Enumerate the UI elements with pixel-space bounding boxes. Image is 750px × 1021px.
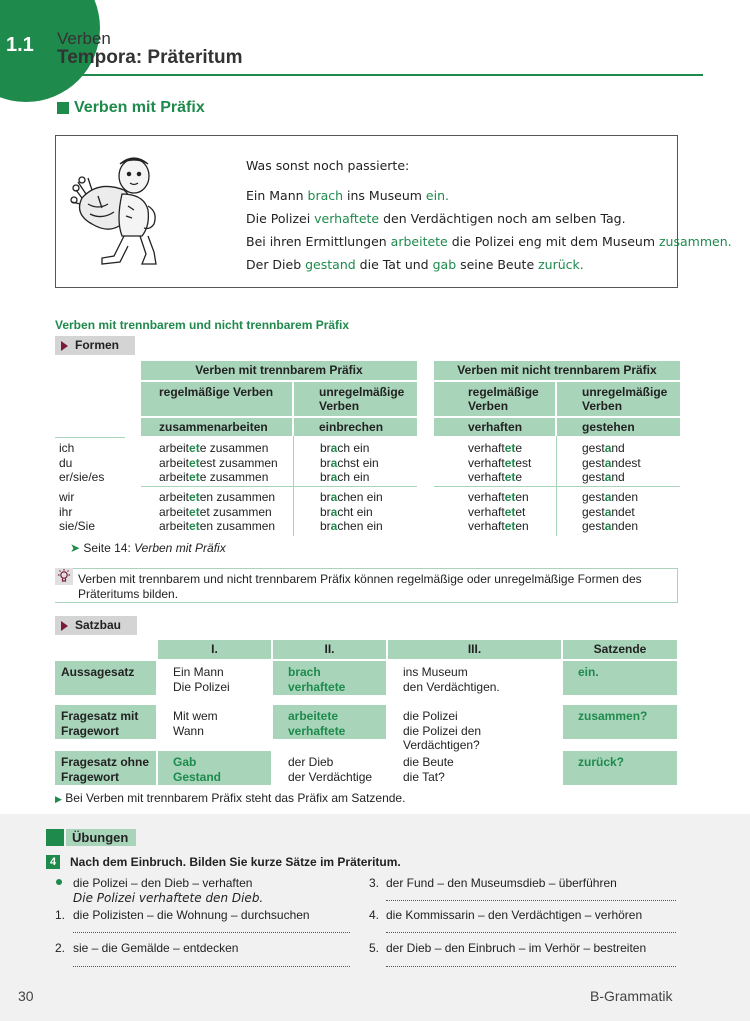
- form-part: verhaft: [468, 490, 505, 504]
- example-box: [55, 135, 732, 288]
- form-ending-highlight: et: [189, 441, 200, 455]
- form-einbrechen-ich: [320, 441, 369, 456]
- form-part: verhaft: [468, 441, 505, 455]
- form-ending-highlight: a: [330, 455, 338, 470]
- form-zusammenarbeiten-du: [159, 456, 278, 471]
- form-part: arbeit: [159, 441, 190, 455]
- form-einbrechen-sie-Sie: [320, 519, 383, 534]
- exercise-example-prompt: die Polizei – den Dieb – verhaften: [73, 876, 253, 890]
- pronoun-rule: [55, 437, 125, 438]
- form-part: en zusammen: [199, 490, 276, 504]
- form-part: en zusammen: [199, 519, 276, 533]
- exercise-example-answer: Die Polizei verhaftete den Dieb.: [73, 891, 264, 905]
- example-line-4: [246, 257, 584, 272]
- fragesatz-ohne-fragewort-satzende: zurück?: [563, 751, 677, 785]
- form-verhaften-du: [468, 456, 531, 471]
- form-gestehen-ihr: [582, 505, 635, 520]
- form-ending-highlight: et: [189, 455, 200, 470]
- section-title: Verben mit Präfix: [74, 99, 205, 116]
- highlighted-verb-part: verhaftete: [314, 211, 380, 226]
- form-part: est zusammen: [199, 455, 278, 470]
- arrow-right-icon: ➤: [70, 541, 81, 555]
- form-ending-highlight: a: [330, 441, 338, 455]
- exercise-2-text: sie – die Gemälde – entdecken: [73, 941, 239, 955]
- form-part: verhaft: [468, 455, 505, 470]
- fragesatz-mit-fragewort-position-3: die Polizei die Polizei den Verdächtigen?: [403, 709, 482, 752]
- form-part: arbeit: [159, 519, 190, 533]
- form-part: arbeit: [159, 490, 190, 504]
- exercise-1-answer-line[interactable]: [73, 932, 350, 933]
- form-part: verhaft: [468, 519, 505, 533]
- form-part: e: [515, 470, 523, 484]
- example-text: ins Museum: [343, 188, 426, 203]
- form-ending-highlight: et: [504, 441, 516, 455]
- form-ending-highlight: et: [189, 470, 200, 484]
- form-verhaften-ihr: [468, 505, 525, 520]
- form-part: arbeit: [159, 455, 190, 470]
- form-gestehen-wir: [582, 490, 638, 505]
- task-instruction: Nach dem Einbruch. Bilden Sie kurze Sätze im Präteritum.: [70, 855, 401, 869]
- form-part: verhaft: [468, 504, 505, 519]
- aussagesatz-position-1: Ein Mann Die Polizei: [173, 665, 230, 694]
- page-section: B-Grammatik: [590, 988, 673, 1004]
- form-ending-highlight: et: [504, 470, 516, 484]
- verb-verhaften: verhaften: [434, 418, 555, 436]
- example-text: die Tat und: [355, 257, 433, 272]
- form-part: cht ein: [337, 504, 373, 519]
- fragesatz-mit-fragewort-position-1: Mit wem Wann: [173, 709, 218, 738]
- form-part: br: [320, 504, 331, 519]
- form-part: arbeit: [159, 470, 190, 484]
- exercise-1-text: die Polizisten – die Wohnung – durchsuchen: [73, 908, 310, 922]
- form-part: en: [515, 519, 529, 533]
- section-square-icon: [57, 102, 69, 114]
- lightbulb-icon: [55, 568, 73, 585]
- exercise-2-number: 2.: [55, 941, 66, 955]
- exercise-label: Übungen: [66, 829, 136, 846]
- form-part: ch ein: [337, 441, 370, 455]
- reference-prefix: Seite 14:: [83, 541, 135, 555]
- tip-text: Verben mit trennbarem und nicht trennbarem Präfix können regelmäßige oder unregelmäßige Formen des Präteritums bilden.: [78, 572, 642, 601]
- page-number: 30: [18, 988, 34, 1004]
- form-ending-highlight: a: [330, 490, 338, 504]
- triangle-icon: [61, 621, 68, 631]
- satzbau-header-2: II.: [273, 640, 386, 659]
- plural-rule-trennbar: [141, 486, 417, 487]
- task-number: 4: [46, 855, 60, 869]
- form-part: e zusammen: [199, 441, 269, 455]
- form-part: br: [320, 455, 331, 470]
- fragesatz-mit-fragewort-satzende: zusammen?: [563, 705, 677, 739]
- form-zusammenarbeiten-wir: [159, 490, 275, 505]
- form-part: gest: [582, 490, 605, 504]
- form-verhaften-wir: [468, 490, 529, 505]
- header-regular-trennbar: regelmäßige Verben: [141, 382, 292, 416]
- form-part: ndet: [611, 504, 635, 519]
- column-divider-1: [293, 436, 294, 536]
- form-ending-highlight: et: [504, 490, 516, 504]
- example-text: Ein Mann: [246, 188, 308, 203]
- form-part: nden: [611, 519, 639, 533]
- verb-zusammenarbeiten: zusammenarbeiten: [141, 418, 292, 436]
- form-einbrechen-wir: [320, 490, 383, 505]
- fragesatz-ohne-fragewort-position-1: Gab Gestand: [158, 751, 271, 785]
- form-einbrechen-du: [320, 456, 379, 471]
- thief-illustration-icon: [68, 150, 168, 274]
- header-irregular-nicht: unregelmäßige Verben: [557, 382, 680, 416]
- form-ending-highlight: et: [189, 504, 200, 519]
- fragesatz-ohne-fragewort-position-2: der Dieb der Verdächtige: [288, 755, 373, 784]
- form-part: chen ein: [337, 490, 383, 504]
- exercise-2-answer-line[interactable]: [73, 966, 350, 967]
- example-text: seine Beute: [456, 257, 539, 272]
- form-ending-highlight: a: [604, 519, 612, 533]
- example-text: die Polizei eng mit dem Museum: [447, 234, 659, 249]
- aussagesatz-satzende: ein.: [563, 661, 677, 695]
- example-line-2: [246, 211, 626, 226]
- satzbau-note: [55, 791, 405, 807]
- pronoun-wir: wir: [59, 490, 75, 504]
- chapter-number: 1.1: [6, 34, 34, 56]
- form-ending-highlight: a: [604, 441, 612, 455]
- form-ending-highlight: et: [504, 519, 516, 533]
- form-part: ndest: [611, 455, 641, 470]
- highlighted-verb-part: ein.: [425, 188, 449, 203]
- form-part: en: [515, 490, 529, 504]
- page-title: Tempora: Präteritum: [57, 47, 243, 68]
- form-gestehen-sie-Sie: [582, 519, 638, 534]
- exercise-3-number: 3.: [369, 876, 380, 890]
- form-ending-highlight: et: [189, 490, 200, 504]
- form-zusammenarbeiten-er-sie-es: [159, 470, 268, 485]
- form-part: gest: [582, 504, 605, 519]
- satzbau-header-3: III.: [388, 640, 561, 659]
- highlighted-verb-part: brach: [307, 188, 344, 203]
- form-part: br: [320, 441, 331, 455]
- group-header-trennbar: Verben mit trennbarem Präfix: [141, 361, 417, 380]
- form-zusammenarbeiten-ich: [159, 441, 268, 456]
- form-ending-highlight: a: [604, 455, 612, 470]
- satzbau-header-4: Satzende: [563, 640, 677, 659]
- satzbau-tag: [55, 616, 137, 635]
- reference-title: Verben mit Präfix: [134, 541, 226, 555]
- form-part: gest: [582, 470, 605, 484]
- form-part: chst ein: [337, 455, 379, 470]
- fragesatz-mit-fragewort-position-2: arbeitete verhaftete: [273, 705, 386, 739]
- group-header-nicht-trennbar: Verben mit nicht trennbarem Präfix: [434, 361, 680, 380]
- form-ending-highlight: a: [330, 470, 338, 484]
- fragesatz-ohne-fragewort-label: Fragesatz ohne Fragewort: [55, 751, 156, 785]
- form-part: et: [515, 504, 526, 519]
- header-regular-nicht: regelmäßige Verben: [434, 382, 555, 416]
- form-part: e zusammen: [199, 470, 269, 484]
- form-ending-highlight: et: [189, 519, 200, 533]
- example-text: Bei ihren Ermittlungen: [246, 234, 391, 249]
- form-part: ch ein: [337, 470, 370, 484]
- form-ending-highlight: a: [330, 519, 338, 533]
- form-gestehen-du: [582, 456, 641, 471]
- exercise-5-text: der Dieb – den Einbruch – im Verhör – bestreiten: [386, 941, 647, 955]
- satzbau-note-text: Bei Verben mit trennbarem Präfix steht das Präfix am Satzende.: [65, 791, 406, 805]
- fragesatz-mit-fragewort-label: Fragesatz mit Fragewort: [55, 705, 156, 739]
- form-ending-highlight: a: [604, 490, 612, 504]
- pronoun-ihr: ihr: [59, 504, 73, 519]
- header-rule: [57, 74, 703, 76]
- form-part: verhaft: [468, 470, 505, 484]
- verb-einbrechen: einbrechen: [294, 418, 417, 436]
- aussagesatz-label: Aussagesatz: [55, 661, 156, 695]
- reference-link[interactable]: [70, 541, 226, 556]
- form-part: gest: [582, 441, 605, 455]
- form-ending-highlight: a: [330, 504, 338, 519]
- column-divider-2: [556, 436, 557, 536]
- fragesatz-ohne-fragewort-position-3: die Beute die Tat?: [403, 755, 454, 784]
- highlighted-verb-part: arbeitete: [390, 234, 448, 249]
- triangle-icon: [61, 341, 68, 351]
- header-irregular-trennbar: unregelmäßige Verben: [294, 382, 417, 416]
- form-ending-highlight: a: [604, 470, 612, 484]
- formen-subheading: Verben mit trennbarem und nicht trennbarem Präfix: [55, 318, 350, 332]
- highlighted-verb-part: gestand: [305, 257, 356, 272]
- form-zusammenarbeiten-ihr: [159, 505, 272, 520]
- exercise-5-number: 5.: [369, 941, 380, 955]
- form-part: e: [515, 441, 523, 455]
- form-verhaften-sie-Sie: [468, 519, 529, 534]
- aussagesatz-position-3: ins Museum den Verdächtigen.: [403, 665, 500, 694]
- form-ending-highlight: et: [504, 455, 516, 470]
- exercise-4-number: 4.: [369, 908, 380, 922]
- form-zusammenarbeiten-sie-Sie: [159, 519, 275, 534]
- chapter-topic: Verben: [57, 29, 111, 48]
- form-part: est: [515, 455, 532, 470]
- pronoun-sie-Sie: sie/Sie: [59, 519, 96, 533]
- aussagesatz-position-2: brach verhaftete: [273, 661, 386, 695]
- pronoun-er-sie-es: er/sie/es: [59, 470, 105, 484]
- example-line-1: [246, 188, 449, 203]
- example-intro: Was sonst noch passierte:: [246, 158, 410, 173]
- form-part: br: [320, 519, 331, 533]
- plural-rule-nicht: [434, 486, 680, 487]
- form-verhaften-er-sie-es: [468, 470, 522, 485]
- formen-tag: [55, 336, 135, 355]
- arrow-right-icon: ▶: [55, 794, 62, 804]
- form-part: br: [320, 470, 331, 484]
- tip-icon-background: [55, 568, 73, 585]
- example-text: Der Dieb: [246, 257, 306, 272]
- form-verhaften-ich: [468, 441, 522, 456]
- pronoun-du: du: [59, 455, 73, 470]
- form-part: nden: [611, 490, 639, 504]
- exercise-3-text: der Fund – den Museumsdieb – überführen: [386, 876, 617, 890]
- pronoun-ich: ich: [59, 441, 75, 455]
- verb-gestehen: gestehen: [557, 418, 680, 436]
- highlighted-verb-part: zusammen.: [659, 234, 732, 249]
- example-text: Die Polizei: [246, 211, 315, 226]
- form-part: br: [320, 490, 331, 504]
- form-part: nd: [611, 441, 625, 455]
- exercise-4-answer-line[interactable]: [386, 932, 676, 933]
- form-ending-highlight: a: [604, 504, 612, 519]
- formen-tag-label: Formen: [75, 338, 120, 352]
- form-part: et zusammen: [199, 504, 272, 519]
- form-part: arbeit: [159, 504, 190, 519]
- example-text: den Verdächtigen noch am selben Tag.: [379, 211, 626, 226]
- exercise-5-answer-line[interactable]: [386, 966, 676, 967]
- form-part: chen ein: [337, 519, 383, 533]
- form-ending-highlight: et: [504, 504, 516, 519]
- form-gestehen-ich: [582, 441, 625, 456]
- form-einbrechen-ihr: [320, 505, 373, 520]
- highlighted-verb-part: zurück.: [538, 257, 584, 272]
- satzbau-header-1: I.: [158, 640, 271, 659]
- exercise-1-number: 1.: [55, 908, 66, 922]
- exercise-3-answer-line[interactable]: [386, 900, 676, 901]
- form-part: gest: [582, 455, 605, 470]
- form-einbrechen-er-sie-es: [320, 470, 369, 485]
- form-part: nd: [611, 470, 625, 484]
- highlighted-verb-part: gab: [432, 257, 457, 272]
- example-bullet-icon: [56, 879, 62, 885]
- form-gestehen-er-sie-es: [582, 470, 625, 485]
- form-part: gest: [582, 519, 605, 533]
- satzbau-tag-label: Satzbau: [75, 618, 122, 632]
- exercise-4-text: die Kommissarin – den Verdächtigen – verhören: [386, 908, 643, 922]
- exercise-square-icon: [46, 829, 64, 846]
- example-line-3: [246, 234, 732, 249]
